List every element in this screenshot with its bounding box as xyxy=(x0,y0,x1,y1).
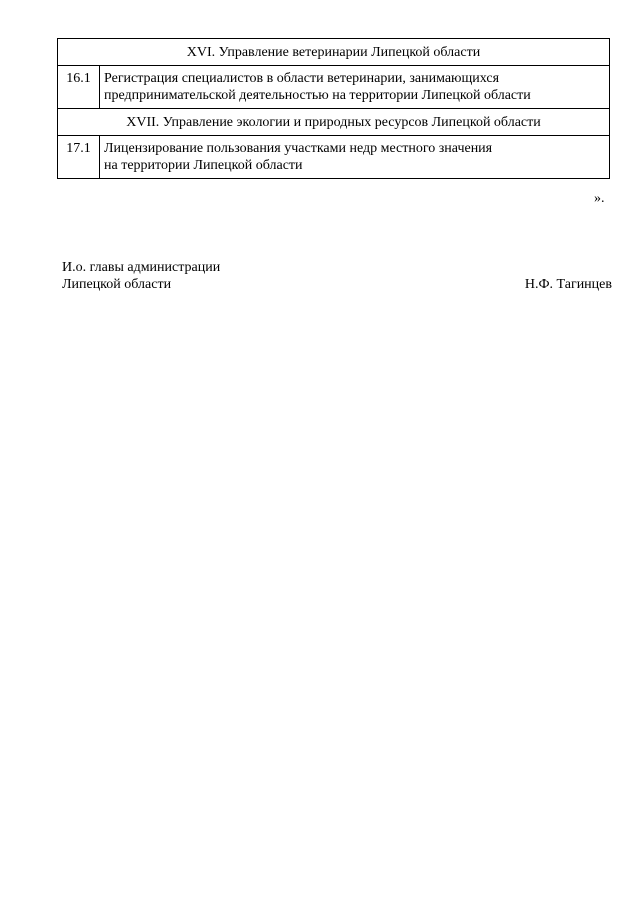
table-row xyxy=(58,66,610,109)
signatory-position xyxy=(62,259,220,293)
signatory-name: Н.Ф. Тагинцев xyxy=(524,277,612,292)
signature-block xyxy=(62,259,612,293)
row-text-line: на территории Липецкой области xyxy=(104,158,303,173)
section-heading-row xyxy=(58,39,610,66)
row-text xyxy=(100,66,610,109)
services-table xyxy=(57,38,610,179)
closing-quote: ». xyxy=(594,191,605,206)
section-heading: XVI. Управление ветеринарии Липецкой области xyxy=(58,39,610,66)
row-number: 17.1 xyxy=(58,136,100,179)
row-text-line: предпринимательской деятельностью на территории Липецкой области xyxy=(104,88,531,103)
section-heading: XVII. Управление экологии и природных ресурсов Липецкой области xyxy=(58,109,610,136)
table-row xyxy=(58,136,610,179)
row-text xyxy=(100,136,610,179)
position-line: Липецкой области xyxy=(62,277,172,292)
position-line: И.о. главы администрации xyxy=(62,260,221,275)
section-heading-row xyxy=(58,109,610,136)
row-number: 16.1 xyxy=(58,66,100,109)
row-text-line: Регистрация специалистов в области ветеринарии, занимающихся xyxy=(104,71,500,86)
row-text-line: Лицензирование пользования участками недр местного значения xyxy=(104,141,493,156)
